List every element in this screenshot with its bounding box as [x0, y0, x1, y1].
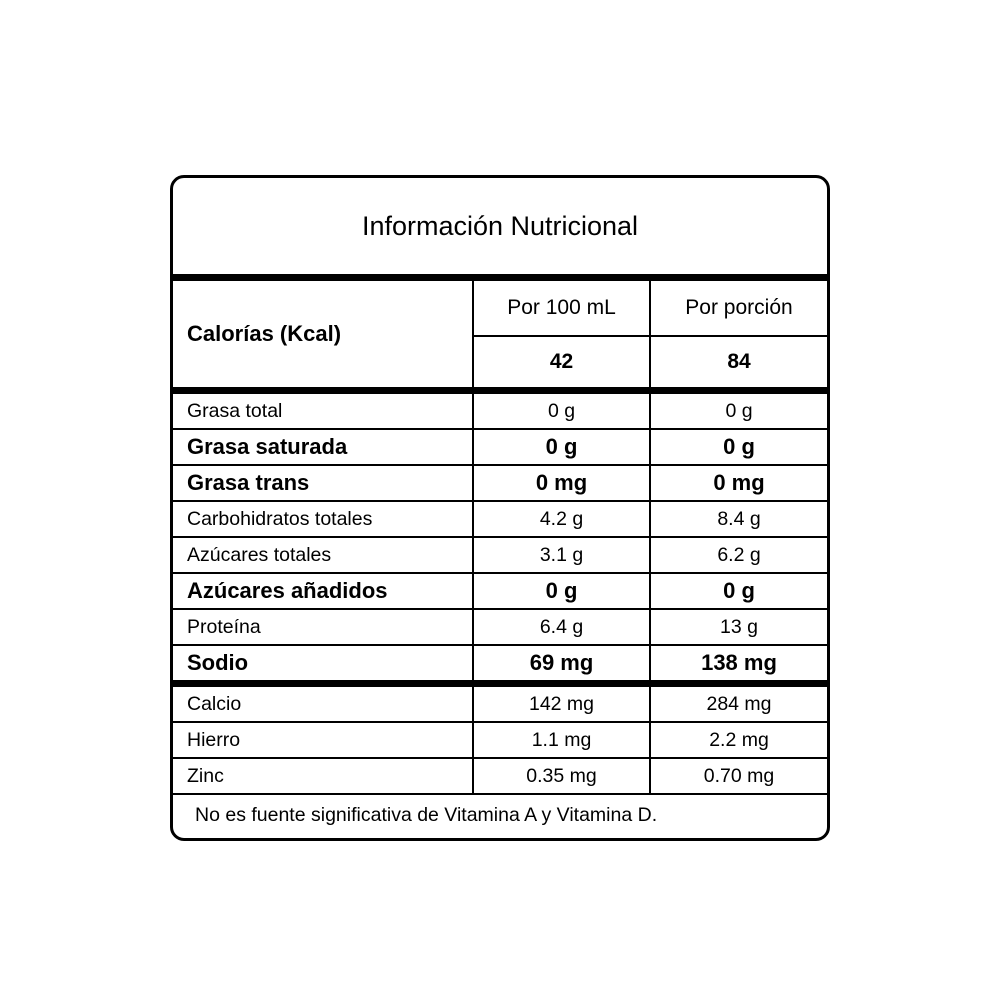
- nutrient-per-serving: 0 g: [723, 578, 755, 603]
- table-row-header: [173, 278, 827, 337]
- table-row: [173, 501, 827, 537]
- nutrient-per-100ml: 4.2 g: [539, 507, 584, 530]
- nutrient-name: Azúcares totales: [187, 543, 332, 566]
- header-table: [173, 274, 827, 387]
- nutrient-per-100ml: 6.4 g: [539, 615, 584, 638]
- nutrient-per-serving: 6.2 g: [717, 543, 761, 566]
- mineral-per-serving: 2.2 mg: [709, 728, 769, 751]
- table-row: [173, 537, 827, 573]
- table-row: [173, 645, 827, 684]
- nutrient-per-serving: 8.4 g: [717, 507, 761, 530]
- col-header-per-serving: Por porción: [685, 296, 793, 319]
- nutrition-facts-panel: [170, 175, 830, 841]
- table-row: [173, 722, 827, 758]
- nutrient-name: Carbohidratos totales: [187, 507, 373, 530]
- table-row: [173, 687, 827, 722]
- table-row: [173, 429, 827, 465]
- mineral-name: Calcio: [187, 692, 242, 715]
- col-header-per-100ml: Por 100 mL: [507, 296, 616, 319]
- nutrient-name: Grasa trans: [187, 470, 310, 495]
- calories-per-serving: 84: [727, 350, 751, 373]
- nutrient-name: Sodio: [187, 650, 249, 675]
- nutrient-name: Grasa total: [187, 399, 283, 422]
- mineral-name: Zinc: [187, 764, 224, 787]
- nutrient-name: Grasa saturada: [187, 434, 348, 459]
- calories-label: Calorías (Kcal): [187, 321, 342, 346]
- table-row: [173, 391, 827, 430]
- mineral-name: Hierro: [187, 728, 241, 751]
- mineral-per-100ml: 0.35 mg: [526, 764, 597, 787]
- table-row: [173, 465, 827, 501]
- nutrient-per-serving: 13 g: [720, 615, 758, 638]
- calories-per-100ml: 42: [549, 350, 574, 373]
- calories-label-cell: [173, 278, 473, 388]
- table-row: [173, 573, 827, 609]
- nutrient-per-serving: 138 mg: [701, 650, 777, 675]
- calories-per-serving-cell: [650, 336, 827, 387]
- nutrient-per-100ml: 0 g: [547, 399, 576, 422]
- nutrient-per-serving: 0 g: [723, 434, 755, 459]
- minerals-table: [173, 687, 827, 795]
- nutrient-per-100ml: 0 mg: [535, 470, 588, 495]
- nutrient-per-serving: 0 g: [725, 399, 753, 422]
- col-header-per-100ml-cell: [473, 278, 650, 337]
- nutrient-per-100ml: 0 g: [545, 434, 578, 459]
- calories-per-100ml-cell: [473, 336, 650, 387]
- nutrients-table: [173, 387, 827, 687]
- nutrient-per-100ml: 3.1 g: [539, 543, 584, 566]
- nutrient-name: Proteína: [187, 615, 261, 638]
- table-row: [173, 609, 827, 645]
- nutrient-per-serving: 0 mg: [713, 470, 765, 495]
- mineral-per-100ml: 1.1 mg: [531, 728, 592, 751]
- page-title: Información Nutricional: [361, 210, 639, 241]
- nutrient-name: Azúcares añadidos: [187, 578, 388, 603]
- mineral-per-100ml: 142 mg: [528, 692, 595, 715]
- table-row: [173, 758, 827, 794]
- nutrient-per-100ml: 0 g: [545, 578, 578, 603]
- mineral-per-serving: 284 mg: [706, 692, 772, 715]
- mineral-per-serving: 0.70 mg: [703, 764, 775, 787]
- nutrient-per-100ml: 69 mg: [529, 650, 594, 675]
- nutrition-title-block: [173, 178, 827, 274]
- footnote: No es fuente significativa de Vitamina A y Vitamina D.: [195, 804, 658, 826]
- col-header-per-serving-cell: [650, 278, 827, 337]
